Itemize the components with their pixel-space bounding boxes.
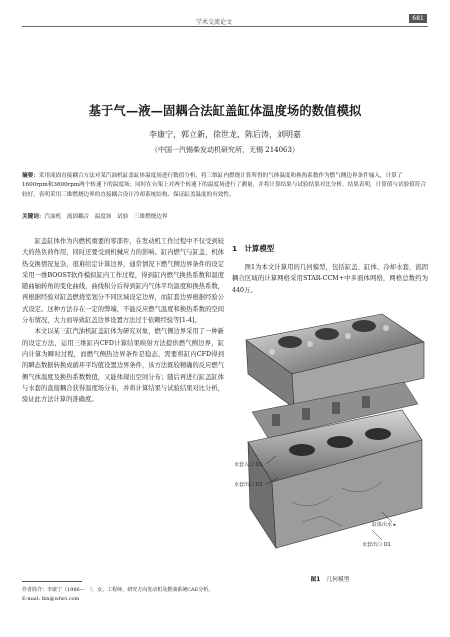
paragraph-model: 图1为本文计算用的几何模型，包括缸盖、缸体、冷却水套，流固耦合区域的计算网格采用STAR-CCM+中多面体网格，网格总数约为440万。 — [232, 264, 428, 294]
geometry-model-figure — [232, 312, 428, 570]
figure-caption-text: 几何模型 — [326, 577, 350, 583]
header-rule — [22, 26, 428, 27]
abstract — [22, 172, 428, 200]
label-water-inlet: 水套入口 Q1 — [234, 462, 263, 468]
affiliation: （中国一汽锡柴发动机研究所，无锡 214063） — [151, 146, 299, 154]
label-block-outlet: 缸体出水 ▸ — [372, 522, 397, 528]
authors: 李康宁，郭立新，徐世龙，陈后涛，刘明嘉 — [149, 130, 301, 139]
paragraph-intro-2: 本文以某三缸汽油机缸盖缸体为研究对象，燃气侧边界采用了一种新的设定方法，运用三维缸内CFD计算结果映射方法提供燃气侧边界，缸内计算为瞬时过程，而燃气侧热边界条件是稳态，需要将缸内CFD得到的瞬态数据转换成循环平均值设置边界条件，该方法既较精确的反应燃气侧气体温度及换热系数数值，又能体现出空间分布；随后再进行缸盖缸体与水套的直接耦合获得温度场分布，并将计算结果与试验结果对比分析，验证此方法计算的准确度。 — [22, 328, 224, 404]
paragraph-intro-1: 缸盖缸体作为内燃机重要的零部件，在发动机工作过程中不仅受到较大的热负荷作用，同时还要受到机械应力的影响。缸内燃气与缸盖、机体热交换情况复杂，很难给定计算边界，通常情况下燃气侧边界条件的设定采用一维BOOST软件模拟缸内工作过程，得到缸内燃气换热系数和温度随曲轴转角的变化曲线，曲线积分后得到缸内气体平均温度和换热系数，再根据经验对缸盖燃烧室划分不同区域设定边界，而缸套边界根据经验公式设定。这种方法存在一定的弊端，不能反应燃气温度和换热系数的空间分布情况，大力而导致缸盖边界设置方法过于依赖经验等[1-4]。 — [22, 238, 224, 325]
footnote — [22, 586, 224, 604]
article-title: 基于气—液—固耦合法缸盖缸体温度场的数值模拟 — [88, 104, 362, 118]
running-header-title: 学术交流论文 — [196, 19, 233, 26]
keywords-text: 汽油机 流固耦合 温度场 试验 三维燃烧边界 — [44, 214, 168, 220]
abstract-label: 摘要： — [22, 173, 39, 179]
label-head-outlet: 水套出口 O1 — [362, 542, 391, 548]
footnote-email: E-mail: lkn@wfsri.com — [22, 596, 80, 602]
keywords — [22, 212, 428, 220]
figure-caption-number: 图1 — [310, 577, 321, 583]
left-column — [22, 236, 224, 405]
figure-caption — [232, 574, 428, 583]
page-number: 681 — [409, 14, 427, 23]
footnote-author-bio: 作者简介：李康宁（1986— ），女，工程师，研究方向发动机及燃油系统CAE分析。 — [22, 587, 214, 593]
label-water-outlet: 水套出口 O1 — [234, 482, 263, 488]
footnote-rule — [22, 581, 82, 582]
keywords-label: 关键词： — [22, 214, 45, 220]
right-column — [232, 262, 428, 296]
abstract-text: 采用流固直接耦合方法对某汽油机缸盖缸体温度场进行数值分析，将三维缸内燃烧计算所得的气体温度和换热系数作为燃气侧边界条件输入，计算了1600rpm和3600rpm两个转速下的温度场；同时在台架上对两个转速下的温度场进行了测量，并将计算结果与试验结果对比分析。结果表明，计算值与试验值符合较好，表明采用三维燃烧边界的直接耦合设计冷却系统结构、保证缸盖温度的有效性。 — [22, 173, 426, 198]
section-heading: 1 计算模型 — [232, 244, 275, 253]
